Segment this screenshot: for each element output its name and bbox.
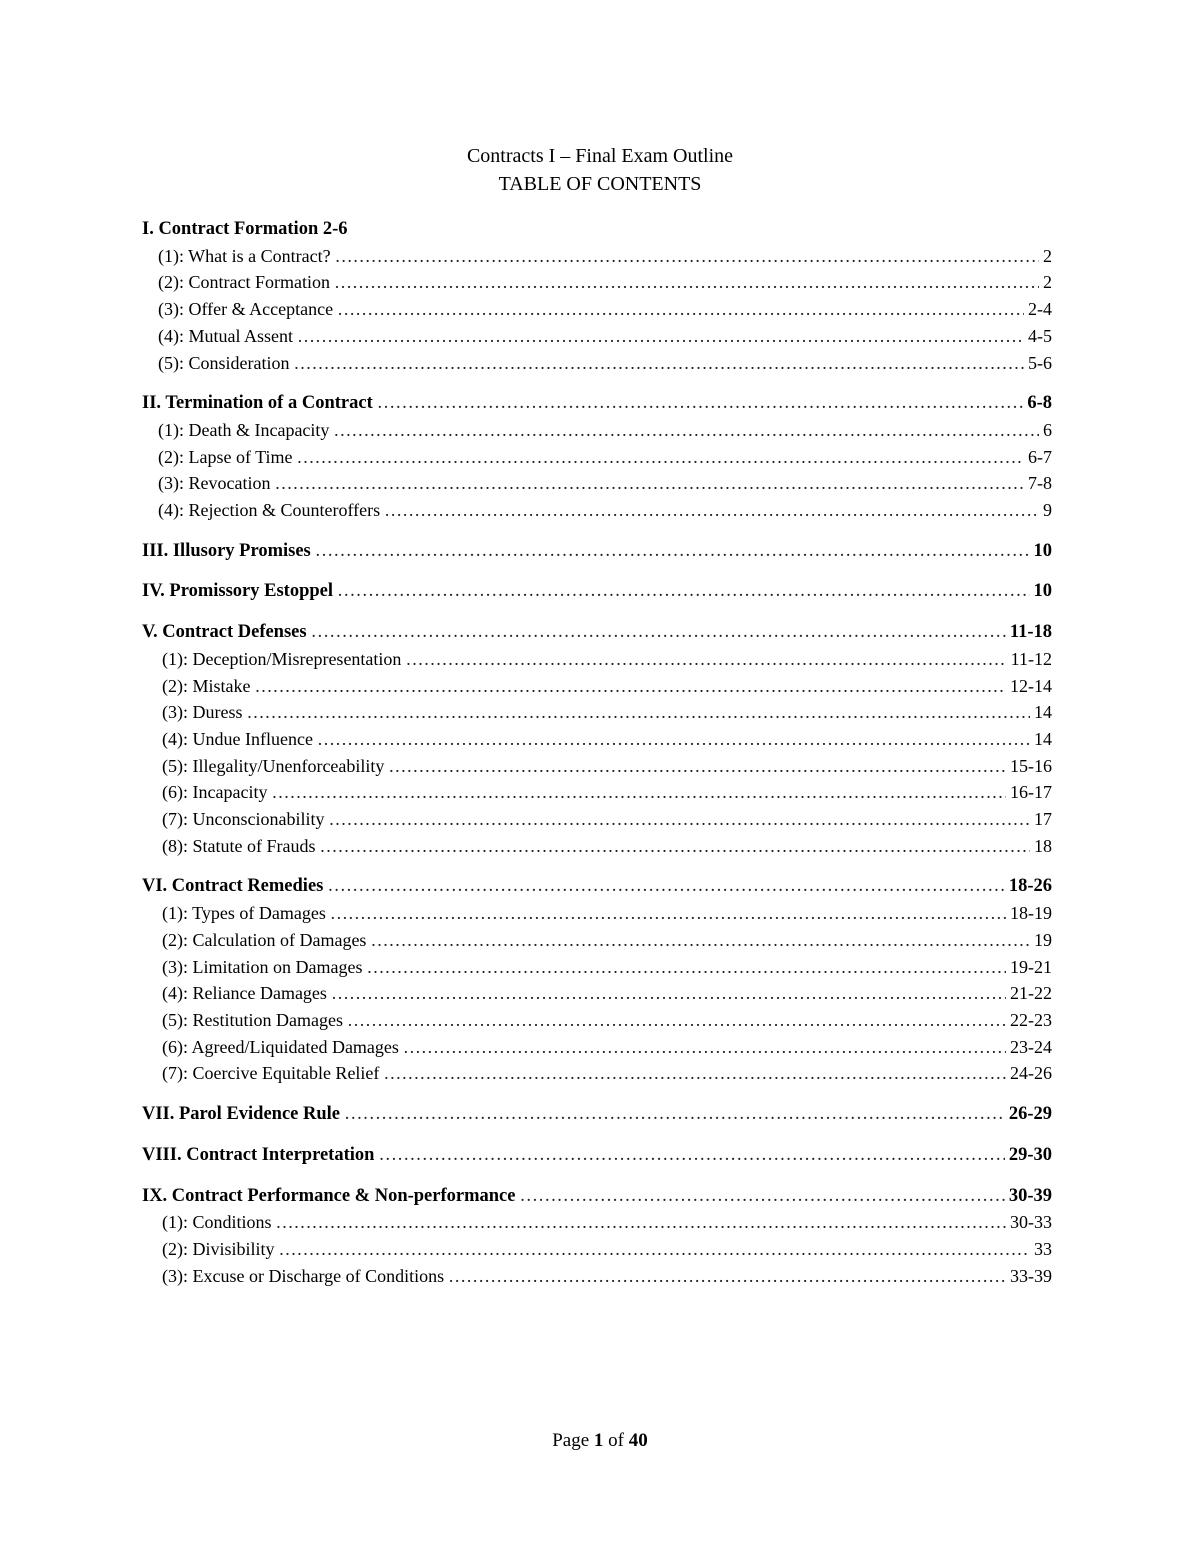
footer-total-pages: 40 <box>628 1430 648 1451</box>
toc-section <box>142 1142 1052 1169</box>
toc-section-heading <box>142 216 1052 243</box>
toc-entry-pages: 6-7 <box>1028 446 1052 467</box>
toc-entry <box>142 1209 1052 1236</box>
toc-entry <box>142 323 1052 350</box>
dot-leader <box>315 538 1030 565</box>
toc-entry-pages: 12-14 <box>1010 675 1052 696</box>
toc-entry-pages: 11-12 <box>1010 648 1052 669</box>
toc-section-heading <box>142 538 1052 565</box>
toc-section <box>142 873 1052 1087</box>
toc-entry-pages: 7-8 <box>1028 473 1052 494</box>
toc-entry <box>142 350 1052 377</box>
toc-section <box>142 619 1052 859</box>
toc-entry-label: (2): Contract Formation <box>158 272 330 293</box>
footer-current-page: 1 <box>593 1430 604 1451</box>
toc-entry <box>142 900 1052 927</box>
toc-entry-pages: 19 <box>1034 929 1052 950</box>
toc-entry-pages: 33-39 <box>1010 1265 1052 1286</box>
dot-leader <box>333 417 1039 444</box>
toc-entry-label: (3): Limitation on Damages <box>162 956 363 977</box>
toc-entry-label: (3): Excuse or Discharge of Conditions <box>162 1265 445 1286</box>
toc-entry-pages: 33 <box>1034 1238 1052 1259</box>
toc-entry <box>142 726 1052 753</box>
section-heading-label: IV. Promissory Estoppel <box>142 581 334 602</box>
toc-entry-pages: 2-4 <box>1028 299 1052 320</box>
toc-entry-pages: 15-16 <box>1010 755 1052 776</box>
dot-leader <box>405 646 1006 673</box>
toc-entry-pages: 18-19 <box>1010 903 1052 924</box>
toc-section-heading <box>142 873 1052 900</box>
dot-leader <box>317 726 1030 753</box>
toc-entry <box>142 1060 1052 1087</box>
toc-entry-pages: 5-6 <box>1028 352 1052 373</box>
toc-entry <box>142 497 1052 524</box>
toc-entry-label: (1): Deception/Misrepresentation <box>162 648 402 669</box>
section-page-range: 11-18 <box>1009 622 1052 643</box>
toc-entry-label: (1): Types of Damages <box>162 903 326 924</box>
dot-leader <box>377 390 1024 417</box>
dot-leader <box>293 350 1024 377</box>
document-subtitle: TABLE OF CONTENTS <box>498 173 702 195</box>
dot-leader <box>279 1236 1031 1263</box>
dot-leader <box>246 699 1030 726</box>
table-of-contents <box>142 216 1052 1303</box>
toc-entry-pages: 22-23 <box>1010 1009 1052 1030</box>
toc-section <box>142 538 1052 565</box>
section-page-range: 26-29 <box>1008 1104 1052 1125</box>
toc-entry-pages: 21-22 <box>1010 983 1052 1004</box>
toc-entry <box>142 927 1052 954</box>
toc-entry-pages: 14 <box>1034 702 1052 723</box>
toc-section-heading <box>142 1142 1052 1169</box>
dot-leader <box>337 578 1029 605</box>
toc-entry-pages: 18 <box>1034 835 1052 856</box>
toc-entry <box>142 1034 1052 1061</box>
toc-section-heading <box>142 390 1052 417</box>
section-page-range: 10 <box>1033 540 1052 561</box>
toc-entry-label: (1): Conditions <box>162 1212 272 1233</box>
toc-entry-label: (7): Coercive Equitable Relief <box>162 1063 380 1084</box>
toc-entry <box>142 980 1052 1007</box>
dot-leader <box>330 900 1006 927</box>
dot-leader <box>334 269 1039 296</box>
toc-entry-label: (5): Consideration <box>158 352 290 373</box>
section-heading-label: VII. Parol Evidence Rule <box>142 1104 341 1125</box>
dot-leader <box>297 323 1024 350</box>
toc-entry <box>142 699 1052 726</box>
toc-entry <box>142 269 1052 296</box>
dot-leader <box>337 296 1024 323</box>
dot-leader <box>311 619 1006 646</box>
toc-entry <box>142 779 1052 806</box>
toc-entry <box>142 470 1052 497</box>
toc-entry-label: (3): Revocation <box>158 473 271 494</box>
dot-leader <box>448 1263 1006 1290</box>
page-footer <box>0 1430 1200 1452</box>
toc-entry-label: (7): Unconscionability <box>162 809 325 830</box>
toc-entry-pages: 9 <box>1043 500 1052 521</box>
dot-leader <box>378 1142 1004 1169</box>
toc-entry-pages: 16-17 <box>1010 782 1052 803</box>
dot-leader <box>297 444 1025 471</box>
section-page-range: 29-30 <box>1008 1144 1052 1165</box>
toc-section-heading <box>142 578 1052 605</box>
toc-entry-pages: 19-21 <box>1010 956 1052 977</box>
dot-leader <box>335 243 1039 270</box>
toc-entry-pages: 4-5 <box>1028 325 1052 346</box>
toc-entry-pages: 30-33 <box>1010 1212 1052 1233</box>
dot-leader <box>271 779 1006 806</box>
section-heading-label: VI. Contract Remedies <box>142 876 324 897</box>
toc-entry <box>142 1263 1052 1290</box>
section-heading-label: VIII. Contract Interpretation <box>142 1144 375 1165</box>
toc-entry-label: (2): Calculation of Damages <box>162 929 367 950</box>
dot-leader <box>319 833 1030 860</box>
dot-leader <box>388 753 1006 780</box>
toc-entry-label: (3): Duress <box>162 702 243 723</box>
toc-section <box>142 216 1052 376</box>
toc-entry-pages: 14 <box>1034 728 1052 749</box>
dot-leader <box>366 954 1006 981</box>
toc-entry-label: (1): Death & Incapacity <box>158 419 330 440</box>
toc-entry-label: (6): Agreed/Liquidated Damages <box>162 1036 399 1057</box>
toc-entry-label: (6): Incapacity <box>162 782 268 803</box>
dot-leader <box>347 1007 1006 1034</box>
dot-leader <box>383 1060 1006 1087</box>
toc-entry-label: (8): Statute of Frauds <box>162 835 316 856</box>
toc-entry-label: (1): What is a Contract? <box>158 245 331 266</box>
toc-entry <box>142 673 1052 700</box>
toc-entry-pages: 2 <box>1043 245 1052 266</box>
toc-entry-pages: 17 <box>1034 809 1052 830</box>
toc-entry-label: (4): Undue Influence <box>162 728 313 749</box>
toc-entry-label: (4): Mutual Assent <box>158 325 293 346</box>
toc-section <box>142 578 1052 605</box>
toc-section-heading <box>142 1183 1052 1210</box>
toc-entry <box>142 806 1052 833</box>
footer-of: of <box>608 1430 624 1451</box>
section-heading-label: IX. Contract Performance & Non-performance <box>142 1185 516 1206</box>
toc-entry <box>142 646 1052 673</box>
toc-entry-pages: 6 <box>1043 419 1052 440</box>
toc-section <box>142 1183 1052 1290</box>
toc-entry-label: (2): Mistake <box>162 675 251 696</box>
toc-entry-label: (4): Rejection & Counteroffers <box>158 500 381 521</box>
toc-section-heading <box>142 1101 1052 1128</box>
dot-leader <box>344 1101 1005 1128</box>
dot-leader <box>328 806 1030 833</box>
toc-entry <box>142 954 1052 981</box>
dot-leader <box>274 470 1024 497</box>
document-title: Contracts I – Final Exam Outline <box>466 145 734 167</box>
dot-leader <box>276 1209 1006 1236</box>
toc-entry <box>142 417 1052 444</box>
toc-entry-pages: 24-26 <box>1010 1063 1052 1084</box>
dot-leader <box>327 873 1004 900</box>
dot-leader <box>519 1183 1004 1210</box>
section-page-range: 6-8 <box>1027 393 1052 414</box>
toc-entry <box>142 296 1052 323</box>
toc-entry <box>142 753 1052 780</box>
dot-leader <box>370 927 1030 954</box>
toc-entry-label: (2): Divisibility <box>162 1238 275 1259</box>
toc-entry-label: (5): Restitution Damages <box>162 1009 343 1030</box>
toc-entry-label: (4): Reliance Damages <box>162 983 327 1004</box>
section-heading-label: V. Contract Defenses <box>142 622 307 643</box>
section-heading-label: I. Contract Formation 2-6 <box>142 219 348 239</box>
footer-prefix: Page <box>552 1430 590 1451</box>
section-heading-label: III. Illusory Promises <box>142 540 311 561</box>
toc-entry-label: (3): Offer & Acceptance <box>158 299 334 320</box>
toc-entry-pages: 23-24 <box>1010 1036 1052 1057</box>
toc-entry <box>142 833 1052 860</box>
dot-leader <box>254 673 1006 700</box>
toc-entry <box>142 1236 1052 1263</box>
dot-leader <box>403 1034 1006 1061</box>
dot-leader <box>384 497 1039 524</box>
toc-section <box>142 1101 1052 1128</box>
dot-leader <box>331 980 1006 1007</box>
toc-entry <box>142 243 1052 270</box>
title-block <box>0 142 1200 198</box>
toc-entry <box>142 1007 1052 1034</box>
section-page-range: 18-26 <box>1008 876 1052 897</box>
section-heading-label: II. Termination of a Contract <box>142 393 373 414</box>
section-page-range: 10 <box>1033 581 1052 602</box>
toc-section <box>142 390 1052 524</box>
toc-entry-label: (5): Illegality/Unenforceability <box>162 755 385 776</box>
toc-section-heading <box>142 619 1052 646</box>
toc-entry-pages: 2 <box>1043 272 1052 293</box>
toc-entry-label: (2): Lapse of Time <box>158 446 293 467</box>
toc-entry <box>142 444 1052 471</box>
section-page-range: 30-39 <box>1008 1185 1052 1206</box>
